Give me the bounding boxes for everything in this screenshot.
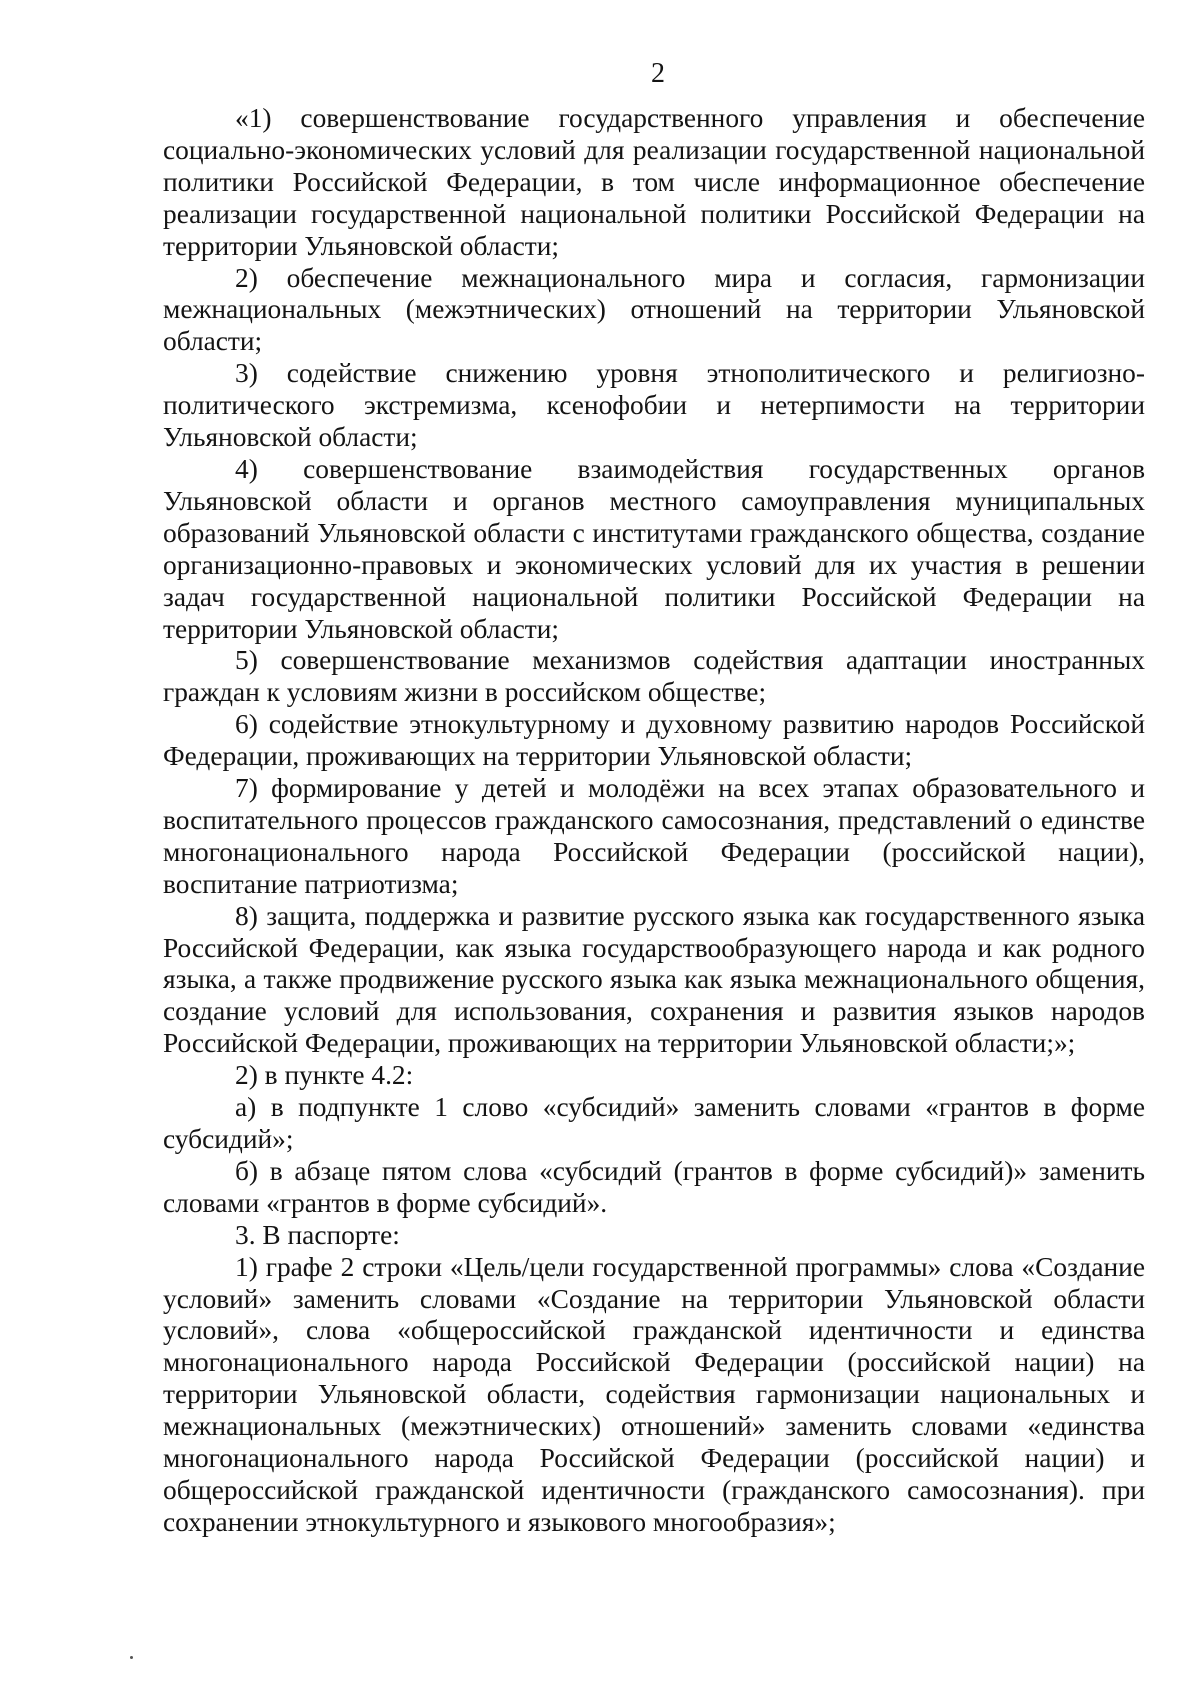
paragraph-goal-5: 5) совершенствование механизмов содействия адаптации иностранных граждан к условиям жизни в российском обществе;: [163, 645, 1145, 708]
scan-speck: [130, 1656, 133, 1659]
paragraph-goal-6: 6) содействие этнокультурному и духовному развитию народов Российской Федерации, проживающих на территории Ульяновской области;: [163, 709, 1145, 772]
paragraph-subitem-a: а) в подпункте 1 слово «субсидий» заменить словами «грантов в форме субсидий»;: [163, 1092, 1145, 1154]
paragraph-subitem-b: б) в абзаце пятом слова «субсидий (грантов в форме субсидий)» заменить словами «грантов в форме субсидий».: [163, 1155, 1145, 1218]
paragraph-goal-1: «1) совершенствование государственного управления и обеспечение социально-экономических условий для реализации государственной национальной политики Российской Федерации, в том числе информационное обеспечение реализации государственной национальной политики Российской Федерации на территории Ульяновской области;: [163, 103, 1145, 261]
page-number: 2: [651, 58, 665, 89]
paragraph-goal-8: 8) защита, поддержка и развитие русского языка как государственного языка Российской Федерации, как языка государствообразующего народа и как родного языка, а также продвижение русского языка как языка межнационального общения, создание условий для использования, сохранения и развития языков народов Российской Федерации, проживающих на территории Ульяновской области;»;: [163, 900, 1145, 1059]
paragraph-goal-2: 2) обеспечение межнационального мира и согласия, гармонизации межнациональных (межэтнических) отношений на территории Ульяновской области;: [163, 262, 1145, 357]
paragraph-goal-7: 7) формирование у детей и молодёжи на всех этапах образовательного и воспитательного процессов гражданского самосознания, представлений о единстве многонационального народа Российской Федерации (российской нации), воспитание патриотизма;: [163, 773, 1145, 899]
paragraph-item-4-2: 2) в пункте 4.2:: [235, 1060, 414, 1091]
paragraph-goal-4: 4) совершенствование взаимодействия государственных органов Ульяновской области и органов местного самоуправления муниципальных образований Ульяновской области с институтами гражданского общества, создание организационно-правовых и экономических условий для их участия в решении задач государственной национальной политики Российской Федерации на территории Ульяновской области;: [163, 453, 1145, 644]
paragraph-passport-heading: 3. В паспорте:: [235, 1219, 400, 1250]
paragraph-passport-item-1: 1) графе 2 строки «Цель/цели государственной программы» слова «Создание условий» заменить словами «Создание на территории Ульяновской области условий», слова «общероссийской гражданской идентичности и единства многонационального народа Российской Федерации (российской нации) на территории Ульяновской области, содействия гармонизации национальных и межнациональных (межэтнических) отношений» заменить словами «единства многонационального народа Российской Федерации (российской нации) и общероссийской гражданской идентичности (гражданского самосознания). при сохранении этнокультурного и языкового многообразия»;: [163, 1251, 1145, 1537]
paragraph-goal-3: 3) содействие снижению уровня этнополитического и религиозно-политического экстремизма, ксенофобии и нетерпимости на территории Ульяновской области;: [163, 358, 1145, 453]
document-body: [163, 103, 1145, 1539]
